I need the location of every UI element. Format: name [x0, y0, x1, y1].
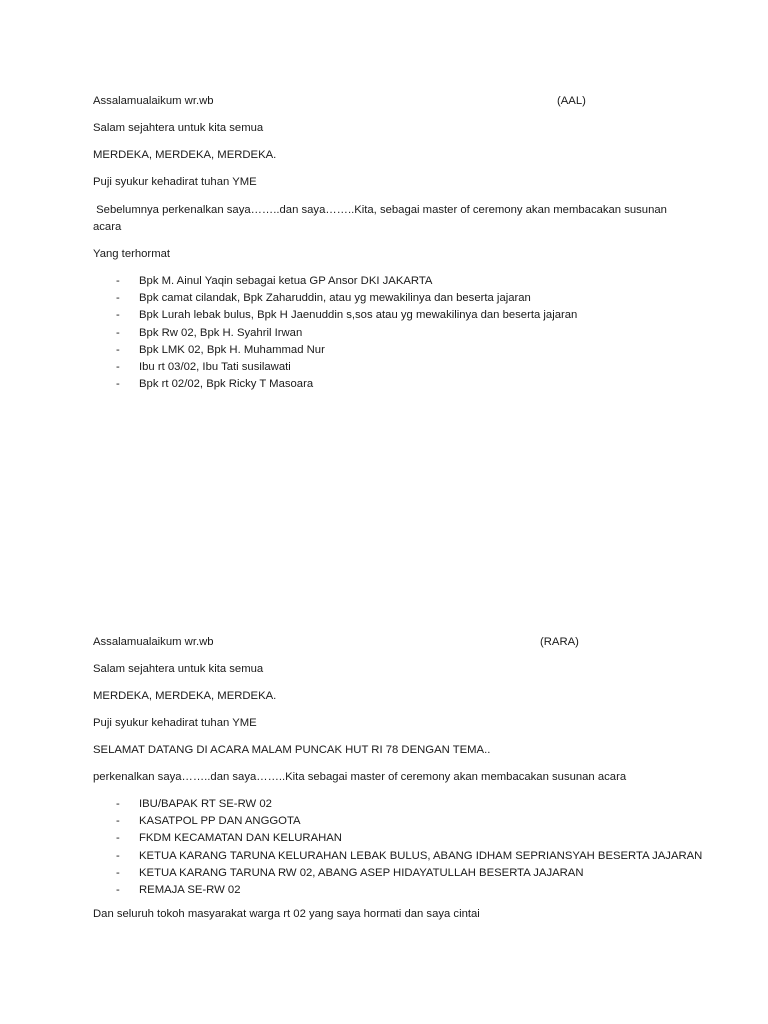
salutation-1: Salam sejahtera untuk kita semua — [93, 122, 264, 134]
welcome-line-2: SELAMAT DATANG DI ACARA MALAM PUNCAK HUT RI 78 DENGAN TEMA.. — [93, 744, 491, 756]
document-page: Assalamualaikum wr.wb (AAL) Salam sejahtera untuk kita semua MERDEKA, MERDEKA, MERDEKA. Puji syukur kehadirat tuhan YME Sebelumnya perkenalkan saya……..dan saya……..Kita, sebagai master of ceremony akan membacakan susunan acara Yang terhormat - Bpk M. Ainul Yaqin sebagai ketua GP Ansor DKI JAKARTA - Bpk camat cilandak, Bpk Zaharuddin, atau yg mewakilinya dan beserta jajaran - Bpk Lurah lebak bulus, Bpk H Jaenuddin s,sos atau yg mewakilinya dan beserta jajaran - Bpk Rw 02, Bpk H. Syahril Irwan - Bpk LMK 02, Bpk H. Muhammad Nur - Ibu rt 03/02, Ibu Tati susilawati - Bpk rt 02/02, Bpk Ricky T Masoara Assalamualaikum wr.wb (RARA) Salam sejahtera untuk kita semua MERDEKA, MERDEKA, MERDEKA. Puji syukur kehadirat tuhan YME SELAMAT DATANG DI ACARA MALAM PUNCAK HUT RI 78 DENGAN TEMA.. perkenalkan saya……..dan saya……..Kita sebagai master of ceremony akan membacakan susunan acara - IBU/BAPAK RT SE-RW 02 - KASATPOL PP DAN ANGGOTA - FKDM KECAMATAN DAN KELURAHAN - KETUA KARANG TARUNA KELURAHAN LEBAK BULUS, ABANG IDHAM SEPRIANSYAH BESERTA JAJARAN - KETUA KARANG TARUNA RW 02, ABANG ASEP HIDAYATULLAH BESERTA JAJARAN - REMAJA SE-RW 02 Dan seluruh tokoh masyarakat warga rt 02 yang saya hormati dan saya cintai — [0, 0, 768, 1024]
greeting-2: Assalamualaikum wr.wb — [93, 636, 214, 648]
speaker-tag-1: (AAL) — [557, 95, 586, 107]
salutation-2: Salam sejahtera untuk kita semua — [93, 663, 264, 675]
speaker-tag-2: (RARA) — [540, 636, 579, 648]
merdeka-1: MERDEKA, MERDEKA, MERDEKA. — [93, 149, 277, 161]
gratitude-1: Puji syukur kehadirat tuhan YME — [93, 176, 257, 188]
greeting-1: Assalamualaikum wr.wb — [93, 95, 214, 107]
closing-line-2: Dan seluruh tokoh masyarakat warga rt 02 yang saya hormati dan saya cintai — [93, 908, 480, 920]
intro-2: perkenalkan saya……..dan saya……..Kita sebagai master of ceremony akan membacakan susunan acara — [93, 771, 627, 783]
merdeka-2: MERDEKA, MERDEKA, MERDEKA. — [93, 690, 277, 702]
respect-heading-1: Yang terhormat — [93, 248, 171, 260]
gratitude-2: Puji syukur kehadirat tuhan YME — [93, 717, 257, 729]
intro-1: Sebelumnya perkenalkan saya……..dan saya……..Kita, sebagai master of ceremony akan membacakan susunan acara — [93, 204, 671, 233]
